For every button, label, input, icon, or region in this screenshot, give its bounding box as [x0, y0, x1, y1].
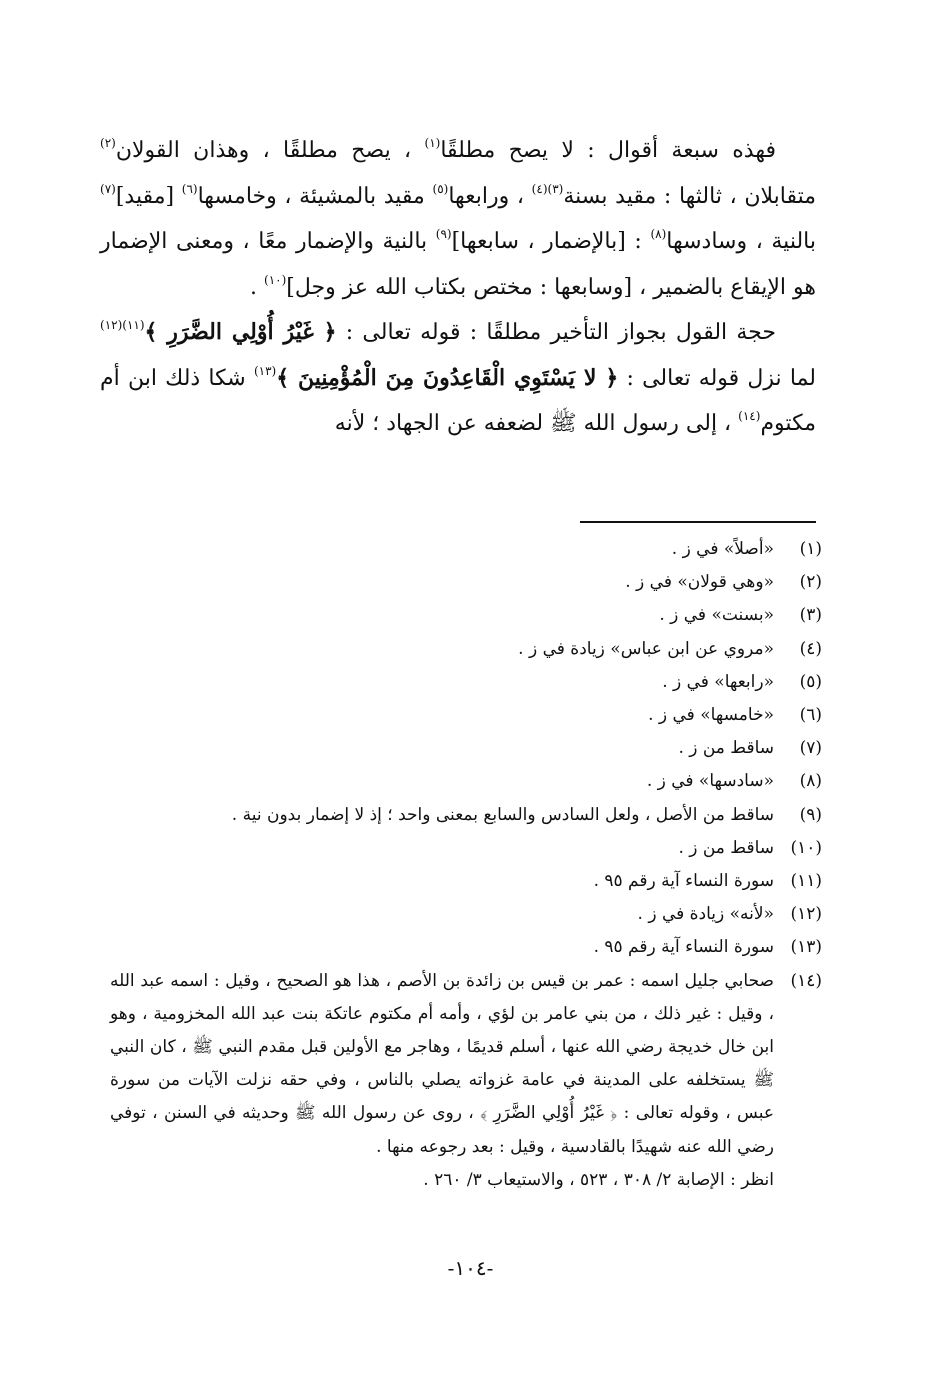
footnote-text: «بسنت» في ز . [659, 605, 774, 626]
footnote [110, 931, 822, 964]
footnote [110, 732, 822, 765]
footnote-text: سورة النساء آية رقم ٩٥ . [593, 937, 774, 958]
footnote-text: سورة النساء آية رقم ٩٥ . [593, 871, 774, 892]
footnote-text: «خامسها» في ز . [648, 705, 774, 726]
footnote [110, 599, 822, 632]
footnote-number: (٨) [799, 771, 822, 792]
footnote-number: (٦) [799, 705, 822, 726]
footnote-number: (٣) [799, 605, 822, 626]
footnote [110, 898, 822, 931]
footnote-ref-2[interactable]: (٢) [100, 136, 116, 150]
footnote [110, 832, 822, 865]
footnote-text: «رابعها» في ز . [662, 671, 774, 692]
footnote-ref-7[interactable]: (٧) [100, 181, 116, 196]
footnote-ref-6[interactable]: (٦) [181, 181, 198, 196]
footnote-number: (٧) [799, 738, 822, 759]
footnote [110, 699, 822, 732]
footnote-ref-13[interactable]: (١٣) [253, 363, 277, 378]
text-segment: بالنية ، وسادسها [666, 229, 816, 254]
footnote-number [774, 1164, 822, 1197]
footnote-text: انظر : الإصابة ٢/ ٣٠٨ ، ٥٢٣ ، والاستيعاب ٣/ ٢٦٠ . [423, 1169, 774, 1190]
footnote-text: ساقط من الأصل ، ولعل السادس والسابع بمعنى واحد ؛ إذ لا إضمار بدون نية . [231, 804, 774, 825]
footnote-text: «مروي عن ابن عباس» زيادة في ز . [518, 638, 774, 659]
footnote-ref-9[interactable]: (٩) [435, 227, 452, 241]
footnote [110, 865, 822, 898]
quran-quote: ﴿ لا يَسْتَوِي الْقَاعِدُونَ مِنَ الْمُؤْمِنِينَ ﴾ [276, 364, 619, 391]
footnote-ref-5[interactable]: (٥) [432, 181, 449, 196]
footnote-number: (٥) [799, 671, 822, 692]
footnote-ref-3[interactable]: (٣) [547, 181, 564, 196]
footnote-number: (٩) [799, 804, 822, 825]
footnote-ref-10[interactable]: (١٠) [264, 272, 287, 287]
footnote-ref-1[interactable]: (١) [424, 136, 441, 150]
footnote-number: (٢) [799, 572, 822, 593]
footnote-text: «أصلاً» في ز . [671, 539, 774, 559]
main-text [100, 128, 816, 447]
text-segment: مقيد بالمشيئة ، وخامسها [197, 183, 425, 209]
page-number: -١٠٤- [447, 1256, 494, 1280]
footnote-ref-11[interactable]: (١١) [122, 318, 145, 332]
footnote-separator [580, 521, 816, 523]
footnote [110, 965, 822, 1164]
text-segment: ، ورابعها [448, 183, 525, 209]
footnotes [110, 533, 822, 1197]
paragraph-argument [100, 310, 816, 447]
footnote-ref-8[interactable]: (٨) [650, 227, 667, 241]
footnote [110, 633, 822, 666]
footnote [110, 765, 822, 798]
text-segment: حجة القول بجواز التأخير مطلقًا : قوله تعالى : [345, 320, 776, 345]
text-segment: لما نزل قوله تعالى : [626, 365, 816, 391]
footnote-number: (١٤) [790, 970, 822, 991]
footnote-text: «سادسها» في ز . [646, 771, 774, 792]
text-segment: . [250, 274, 258, 300]
footnote-number: (١١) [790, 871, 822, 892]
paragraph-seven-opinions [100, 128, 816, 310]
text-segment: ، إلى رسول الله ﷺ لضعفه عن الجهاد ؛ لأنه [334, 411, 732, 436]
text-segment: متقابلان ، ثالثها : مقيد بسنة [563, 183, 817, 209]
footnote-source [110, 1164, 822, 1197]
footnote [110, 799, 822, 832]
footnote-ref-14[interactable]: (١٤) [738, 409, 761, 423]
text-segment: [مقيد] [115, 183, 175, 209]
text-segment: : [بالإضمار ، سابعها] [451, 229, 642, 254]
footnote-text: صحابي جليل اسمه : عمر بن قيس بن زائدة بن الأصم ، هذا هو الصحيح ، وقيل : اسمه عبد الله ، وقيل : غير ذلك ، من بني عامر بن لؤي ، وأمه أم مكتوم عاتكة بنت عبد الله المخزومية ، وهو ابن خال خديجة رضي الله عنها ، أسلم قديمًا ، وهاجر مع الأولين قبل مقدم النبي ﷺ ، كان النبي ﷺ يستخلفه على المدينة في عامة غزواته يصلي بالناس ، وفي حقه نزلت الآيات من سورة عبس ، وقوله تعالى : ﴿ غَيْرُ أُوْلِي الضَّرَرِ ﴾ ، روى عن رسول الله ﷺ وحديثه في السنن ، توفي رضي الله عنه شهيدًا بالقادسية ، وقيل : بعد رجوعه منها . [110, 970, 774, 1157]
footnote-ref-12[interactable]: (١٢) [100, 318, 123, 332]
footnote-number: (٤) [799, 638, 822, 659]
text-segment: ، يصح مطلقًا ، وهذان القولان [115, 138, 412, 163]
footnote [110, 666, 822, 699]
footnote-text: ساقط من ز . [678, 738, 774, 759]
footnote [110, 533, 822, 566]
footnote-text: «وهي قولان» في ز . [625, 572, 774, 593]
footnote-text: ساقط من ز . [678, 837, 774, 858]
text-segment: بالنية والإضمار معًا ، ومعنى الإضمار هو الإيقاع بالضمير ، [وسابعها : مختص بكتاب الله عز وجل] [100, 229, 816, 300]
footnote [110, 566, 822, 599]
text-segment: شكا ذلك ابن أم مكتوم [100, 365, 816, 436]
footnote-text: «لأنه» زيادة في ز . [637, 904, 774, 925]
footnote-number: (١٢) [790, 904, 822, 925]
footnote-number: (١) [799, 539, 822, 559]
text-segment: فهذه سبعة أقوال : لا يصح مطلقًا [440, 138, 776, 163]
quran-quote: ﴿ غَيْرُ أُوْلِي الضَّرَرِ ﴾ [144, 319, 337, 345]
footnote-number: (١٠) [790, 837, 822, 858]
footnote-number: (١٣) [790, 937, 822, 958]
footnote-ref-4[interactable]: (٤) [531, 181, 548, 196]
